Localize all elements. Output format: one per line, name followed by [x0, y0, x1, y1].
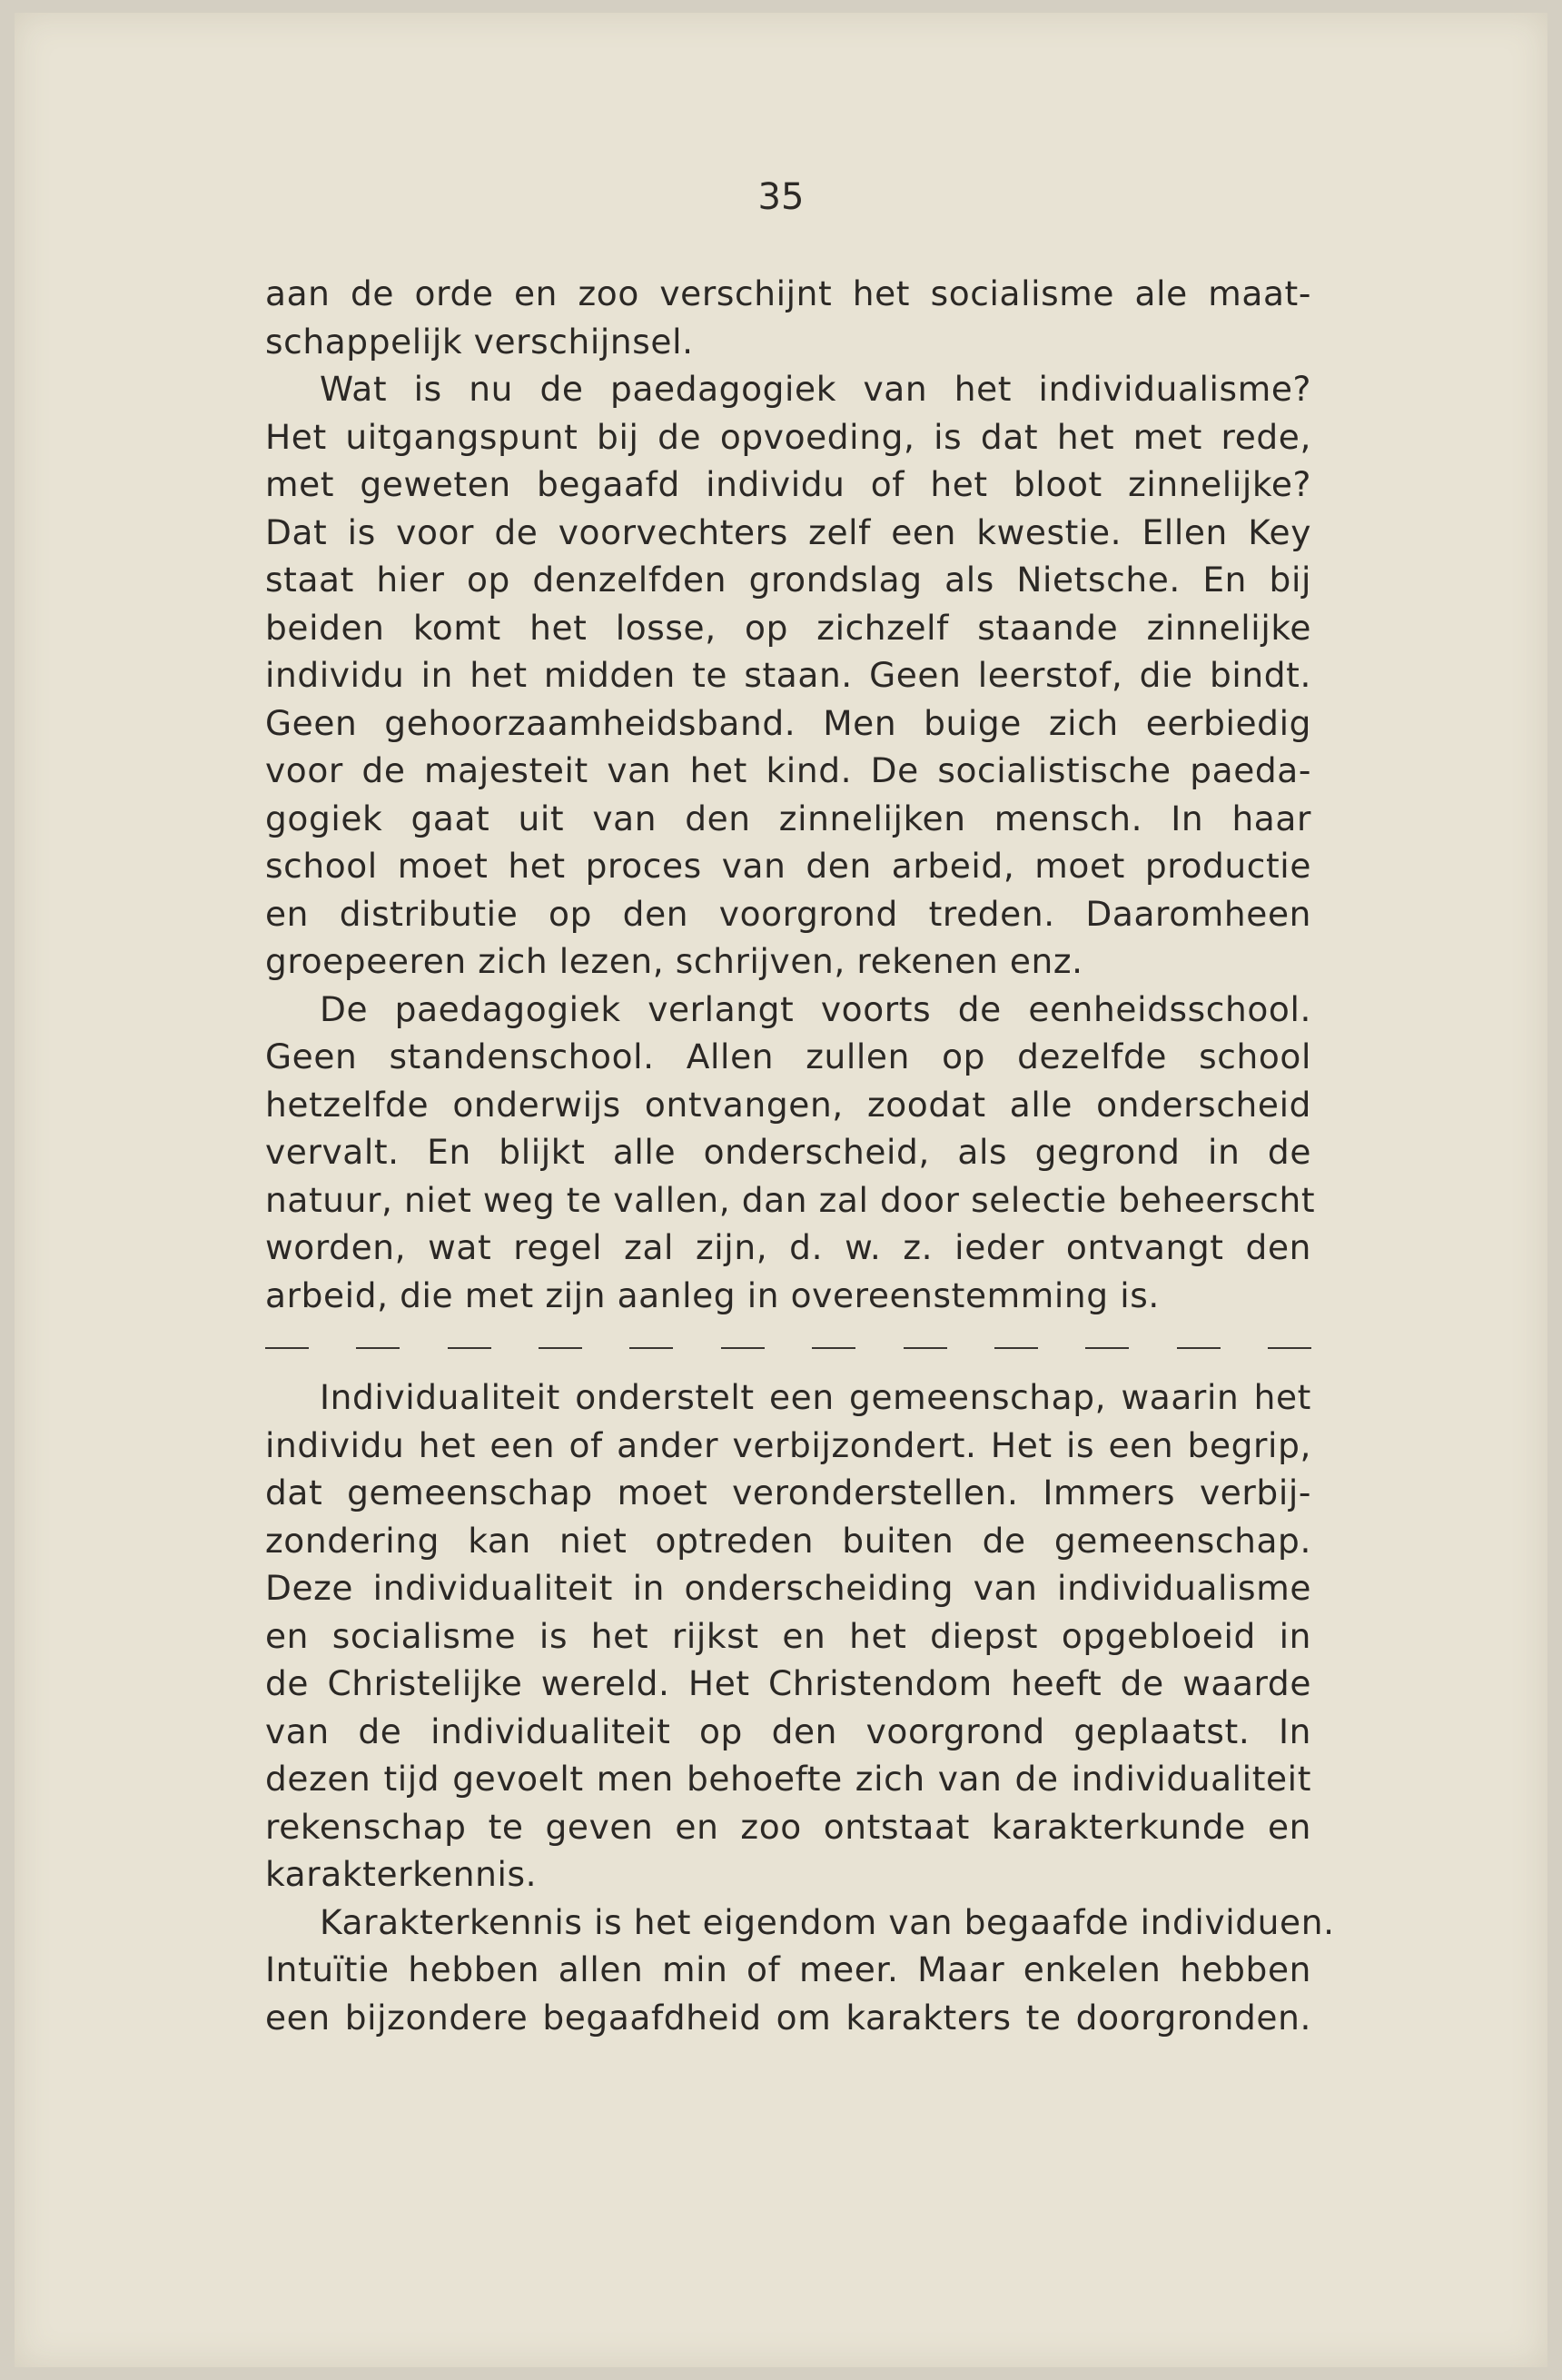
dash [1177, 1347, 1221, 1349]
text-line: vervalt. En blijkt alle onderscheid, als gegrond in de [265, 1132, 1311, 1172]
text-line: Dat is voor de voorvechters zelf een kwestie. Ellen Key [265, 511, 1311, 552]
text-line: dezen tijd gevoelt men behoefte zich van de individualiteit [265, 1759, 1311, 1799]
body-text [265, 270, 1335, 2041]
text-line: arbeid, die met zijn aanleg in overeenstemming is. [265, 1274, 1160, 1315]
text-line: individu het een of ander verbijzondert. Het is een begrip, [265, 1424, 1311, 1465]
text-line: van de individualiteit op den voorgrond geplaatst. In [265, 1711, 1311, 1751]
text-line: zondering kan niet optreden buiten de gemeenschap. [265, 1520, 1311, 1561]
text-line: individu in het midden te staan. Geen leerstof, die bindt. [265, 655, 1311, 695]
dash [448, 1347, 491, 1349]
text-line: Het uitgangspunt bij de opvoeding, is dat het met rede, [265, 416, 1311, 457]
text-line: en socialisme is het rijkst en het diepst opgebloeid in [265, 1615, 1311, 1656]
text-line: schappelijk verschijnsel. [265, 321, 694, 362]
text-line: staat hier op denzelfden grondslag als Nietsche. En bij [265, 560, 1311, 600]
dash [539, 1347, 582, 1349]
text-line: een bijzondere begaafdheid om karakters te doorgronden. [265, 1997, 1311, 2038]
text-line: Intuïtie hebben allen min of meer. Maar enkelen hebben [265, 1949, 1311, 1989]
paragraph-1 [265, 270, 1311, 365]
text-line: met geweten begaafd individu of het bloot zinnelijke? [265, 464, 1311, 504]
dash [1268, 1347, 1311, 1349]
text-line: karakterkennis. [265, 1854, 538, 1894]
text-line: Individualiteit onderstelt een gemeenschap, waarin het [320, 1377, 1311, 1417]
dash [721, 1347, 765, 1349]
text-line: Geen gehoorzaamheidsband. Men buige zich eerbiedig [265, 702, 1311, 743]
text-line: Geen standenschool. Allen zullen op dezelfde school [265, 1036, 1311, 1076]
dash [812, 1347, 855, 1349]
text-line: en distributie op den voorgrond treden. Daaromheen [265, 893, 1311, 934]
dash [904, 1347, 947, 1349]
section-break-dashes [265, 1324, 1311, 1372]
text-line: beiden komt het losse, op zichzelf staande zinnelijke [265, 607, 1311, 648]
text-line: aan de orde en zoo verschijnt het socialisme ale maat- [265, 273, 1311, 313]
paragraph-5 [265, 1899, 1335, 2042]
text-line: dat gemeenschap moet veronderstellen. Immers verbij- [265, 1473, 1311, 1512]
dash [1085, 1347, 1129, 1349]
dash [994, 1347, 1038, 1349]
text-line: natuur, niet weg te vallen, dan zal door selectie beheerscht [265, 1179, 1316, 1220]
book-page [15, 13, 1547, 2367]
text-line: school moet het proces van den arbeid, moet productie [265, 846, 1311, 886]
page-number: 35 [757, 176, 805, 218]
paragraph-3 [265, 986, 1316, 1320]
text-line: rekenschap te geven en zoo ontstaat karakterkunde en [265, 1806, 1311, 1847]
dash [629, 1347, 673, 1349]
text-line: groepeeren zich lezen, schrijven, rekenen enz. [265, 941, 1083, 981]
text-line: gogiek gaat uit van den zinnelijken mensch. In haar [265, 798, 1311, 838]
text-line: de Christelijke wereld. Het Christendom heeft de waarde [265, 1663, 1311, 1703]
dash [265, 1347, 309, 1349]
dash [356, 1347, 400, 1349]
text-line: De paedagogiek verlangt voorts de eenheidsschool. [320, 988, 1311, 1029]
paragraph-2 [265, 365, 1311, 986]
paragraph-4 [265, 1373, 1311, 1899]
text-line: Wat is nu de paedagogiek van het individualisme? [320, 369, 1311, 409]
text-line: Karakterkennis is het eigendom van begaafde individuen. [320, 1901, 1335, 1942]
text-line: voor de majesteit van het kind. De socialistische paeda- [265, 750, 1311, 790]
text-line: hetzelfde onderwijs ontvangen, zoodat alle onderscheid [265, 1084, 1311, 1125]
text-line: Deze individualiteit in onderscheiding van individualisme [265, 1568, 1311, 1608]
text-line: worden, wat regel zal zijn, d. w. z. ieder ontvangt den [265, 1227, 1311, 1267]
